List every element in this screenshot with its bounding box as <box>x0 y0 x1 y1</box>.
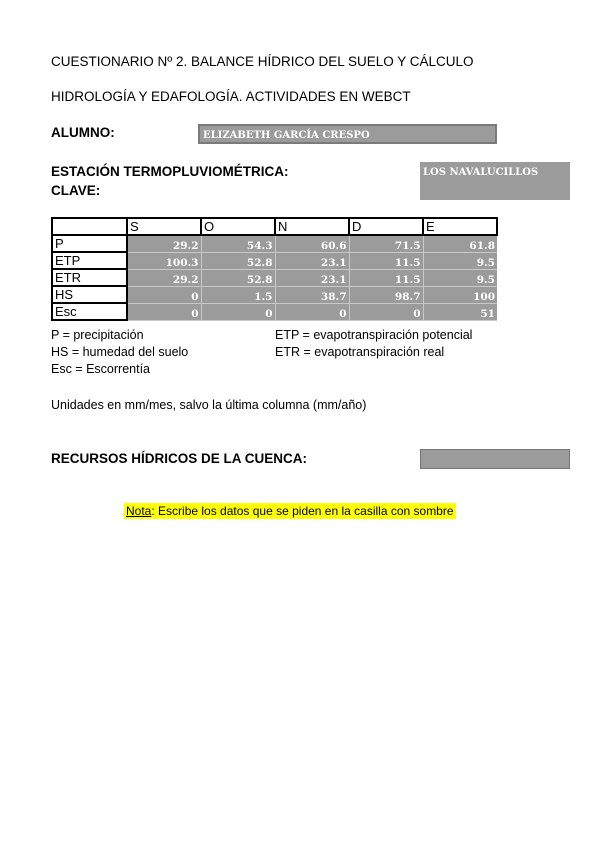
legend-p: P = precipitación <box>51 328 144 342</box>
table-cell[interactable]: 29.2 <box>127 235 201 252</box>
table-cell[interactable]: 61.8 <box>423 235 497 252</box>
note-prefix: Nota <box>126 504 152 518</box>
table-cell[interactable]: 100 <box>423 286 497 303</box>
station-label: ESTACIÓN TERMOPLUVIOMÉTRICA: <box>51 164 289 179</box>
title-line-2: HIDROLOGÍA Y EDAFOLOGÍA. ACTIVIDADES EN WEBCT <box>51 89 411 104</box>
table-cell[interactable]: 23.1 <box>275 252 349 269</box>
key-field[interactable] <box>420 181 570 200</box>
station-field[interactable] <box>420 162 570 181</box>
table-cell[interactable]: 29.2 <box>127 269 201 286</box>
row-label: P <box>52 235 127 252</box>
water-balance-table <box>51 217 498 321</box>
table-cell[interactable]: 38.7 <box>275 286 349 303</box>
row-label: HS <box>52 286 127 303</box>
table-cell[interactable]: 11.5 <box>349 269 423 286</box>
table-cell[interactable]: 1.5 <box>201 286 275 303</box>
column-header: D <box>349 218 423 235</box>
student-label: ALUMNO: <box>51 125 115 140</box>
table-cell[interactable]: 0 <box>127 303 201 320</box>
table-cell[interactable]: 60.6 <box>275 235 349 252</box>
table-cell[interactable]: 0 <box>275 303 349 320</box>
table-row <box>52 303 497 320</box>
column-header: O <box>201 218 275 235</box>
station-value: LOS NAVALUCILLOS <box>423 167 539 178</box>
key-label: CLAVE: <box>51 183 101 198</box>
table-cell[interactable]: 51 <box>423 303 497 320</box>
footer-note <box>124 503 456 519</box>
table-row <box>52 269 497 286</box>
column-header: S <box>127 218 201 235</box>
table-cell[interactable]: 52.8 <box>201 252 275 269</box>
table-cell[interactable]: 0 <box>127 286 201 303</box>
legend-esc: Esc = Escorrentía <box>51 362 150 376</box>
table-cell[interactable]: 0 <box>201 303 275 320</box>
table-cell[interactable]: 100.3 <box>127 252 201 269</box>
table-corner <box>52 218 127 235</box>
table-cell[interactable]: 9.5 <box>423 269 497 286</box>
table-cell[interactable]: 54.3 <box>201 235 275 252</box>
table-cell[interactable]: 23.1 <box>275 269 349 286</box>
resources-field[interactable] <box>420 449 570 469</box>
student-field[interactable]: ELIZABETH GARCÍA CRESPO <box>198 124 497 144</box>
table-row <box>52 286 497 303</box>
legend-hs: HS = humedad del suelo <box>51 345 189 359</box>
resources-label: RECURSOS HÍDRICOS DE LA CUENCA: <box>51 451 308 466</box>
title-line-1: CUESTIONARIO Nº 2. BALANCE HÍDRICO DEL SUELO Y CÁLCULO <box>51 54 474 69</box>
table-cell[interactable]: 52.8 <box>201 269 275 286</box>
table-cell[interactable]: 9.5 <box>423 252 497 269</box>
table-cell[interactable]: 11.5 <box>349 252 423 269</box>
row-label: Esc <box>52 303 127 320</box>
table-cell[interactable]: 71.5 <box>349 235 423 252</box>
note-text: : Escribe los datos que se piden en la casilla con sombre <box>151 504 454 518</box>
table-header-row <box>52 218 497 235</box>
row-label: ETP <box>52 252 127 269</box>
table-cell[interactable]: 98.7 <box>349 286 423 303</box>
row-label: ETR <box>52 269 127 286</box>
column-header: E <box>423 218 497 235</box>
units-note: Unidades en mm/mes, salvo la última columna (mm/año) <box>51 398 367 412</box>
table-row <box>52 252 497 269</box>
table-row <box>52 235 497 252</box>
legend-etr: ETR = evapotranspiración real <box>275 345 445 359</box>
legend-etp: ETP = evapotranspiración potencial <box>275 328 473 342</box>
table-cell[interactable]: 0 <box>349 303 423 320</box>
column-header: N <box>275 218 349 235</box>
